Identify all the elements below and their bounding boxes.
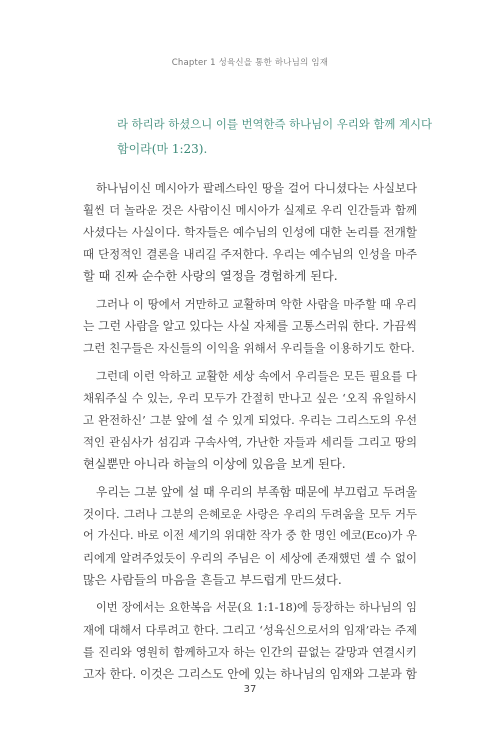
- paragraph: [83, 293, 417, 359]
- text-line: 채워주실 수 있는, 우리 모두가 간절히 만나고 싶은 ‘오직 유일하시: [83, 391, 417, 405]
- quote-line: 함이라(마 1:23).: [117, 142, 208, 156]
- text-line: 훨씬 더 놀라운 것은 사람이신 메시아가 실제로 우리 인간들과 함께: [83, 203, 417, 217]
- text-line: 이번 장에서는 요한복음 서문(요 1:1-18)에 등장하는 하나님의 임: [96, 601, 417, 614]
- body-text: [83, 177, 417, 691]
- text-line: 그런데 이런 악하고 교활한 세상 속에서 우리들은 모든 필요를 다: [96, 369, 417, 383]
- text-line: 하나님이신 메시아가 팔레스타인 땅을 걸어 다니셨다는 사실보다: [96, 181, 417, 195]
- text-line: 우리는 그분 앞에 설 때 우리의 부족함 때문에 부끄럽고 두려울: [96, 485, 417, 499]
- paragraph: [83, 177, 417, 287]
- text-line: 고자 한다. 이것은 그리스도 안에 있는 하나님의 임재와 그분과 함: [83, 667, 417, 681]
- text-line: 것이다. 그러나 그분의 은혜로운 사랑은 우리의 두려움을 모두 거두: [83, 507, 417, 521]
- text-line: 그러나 이 땅에서 거만하고 교활하며 악한 사람을 마주할 때 우리: [96, 297, 417, 311]
- quote-line: 라 하리라 하셨으니 이를 번역한즉 하나님이 우리와 함께 계시다: [117, 117, 433, 131]
- text-line: 현실뿐만 아니라 하늘의 이상에 있음을 보게 된다.: [83, 457, 346, 471]
- paragraph: [83, 597, 417, 685]
- text-line: 그런 친구들은 자신들의 이익을 위해서 우리들을 이용하기도 한다.: [83, 341, 415, 355]
- text-line: 리에게 알려주었듯이 우리의 주님은 이 세상에 존재했던 셀 수 없이: [83, 551, 417, 565]
- text-line: 는 그런 사람을 알고 있다는 사실 자체를 고통스러워 한다. 가끔씩: [83, 319, 417, 333]
- paragraph: [83, 481, 417, 591]
- text-line: 어 가신다. 바로 이전 세기의 위대한 작가 중 한 명인 에코(Eco)가 우: [83, 529, 417, 542]
- text-line: 재에 대해서 다루려고 한다. 그리고 ‘성육신으로서의 임재’라는 주제: [83, 623, 417, 637]
- text-line: 고 완전하신’ 그분 앞에 설 수 있게 되었다. 우리는 그리스도의 우선: [83, 413, 417, 427]
- running-header: Chapter 1 성육신을 통한 하나님의 임재: [171, 58, 329, 68]
- page-number: 37: [243, 684, 257, 695]
- text-line: 때 단정적인 결론을 내리길 주저한다. 우리는 예수님의 인성을 마주: [83, 247, 417, 261]
- text-line: 를 진리와 영원히 함께하고자 하는 인간의 끝없는 갈망과 연결시키: [83, 645, 417, 659]
- text-line: 많은 사람들의 마음을 흔들고 부드럽게 만드셨다.: [83, 573, 342, 587]
- text-line: 적인 관심사가 섬김과 구속사역, 가난한 자들과 세리들 그리고 땅의: [83, 435, 417, 449]
- paragraph: [83, 365, 417, 475]
- scripture-quote: [117, 112, 437, 162]
- text-line: 사셨다는 사실이다. 학자들은 예수님의 인성에 대한 논리를 전개할: [83, 225, 417, 239]
- text-line: 할 때 진짜 순수한 사랑의 열정을 경험하게 된다.: [83, 269, 338, 283]
